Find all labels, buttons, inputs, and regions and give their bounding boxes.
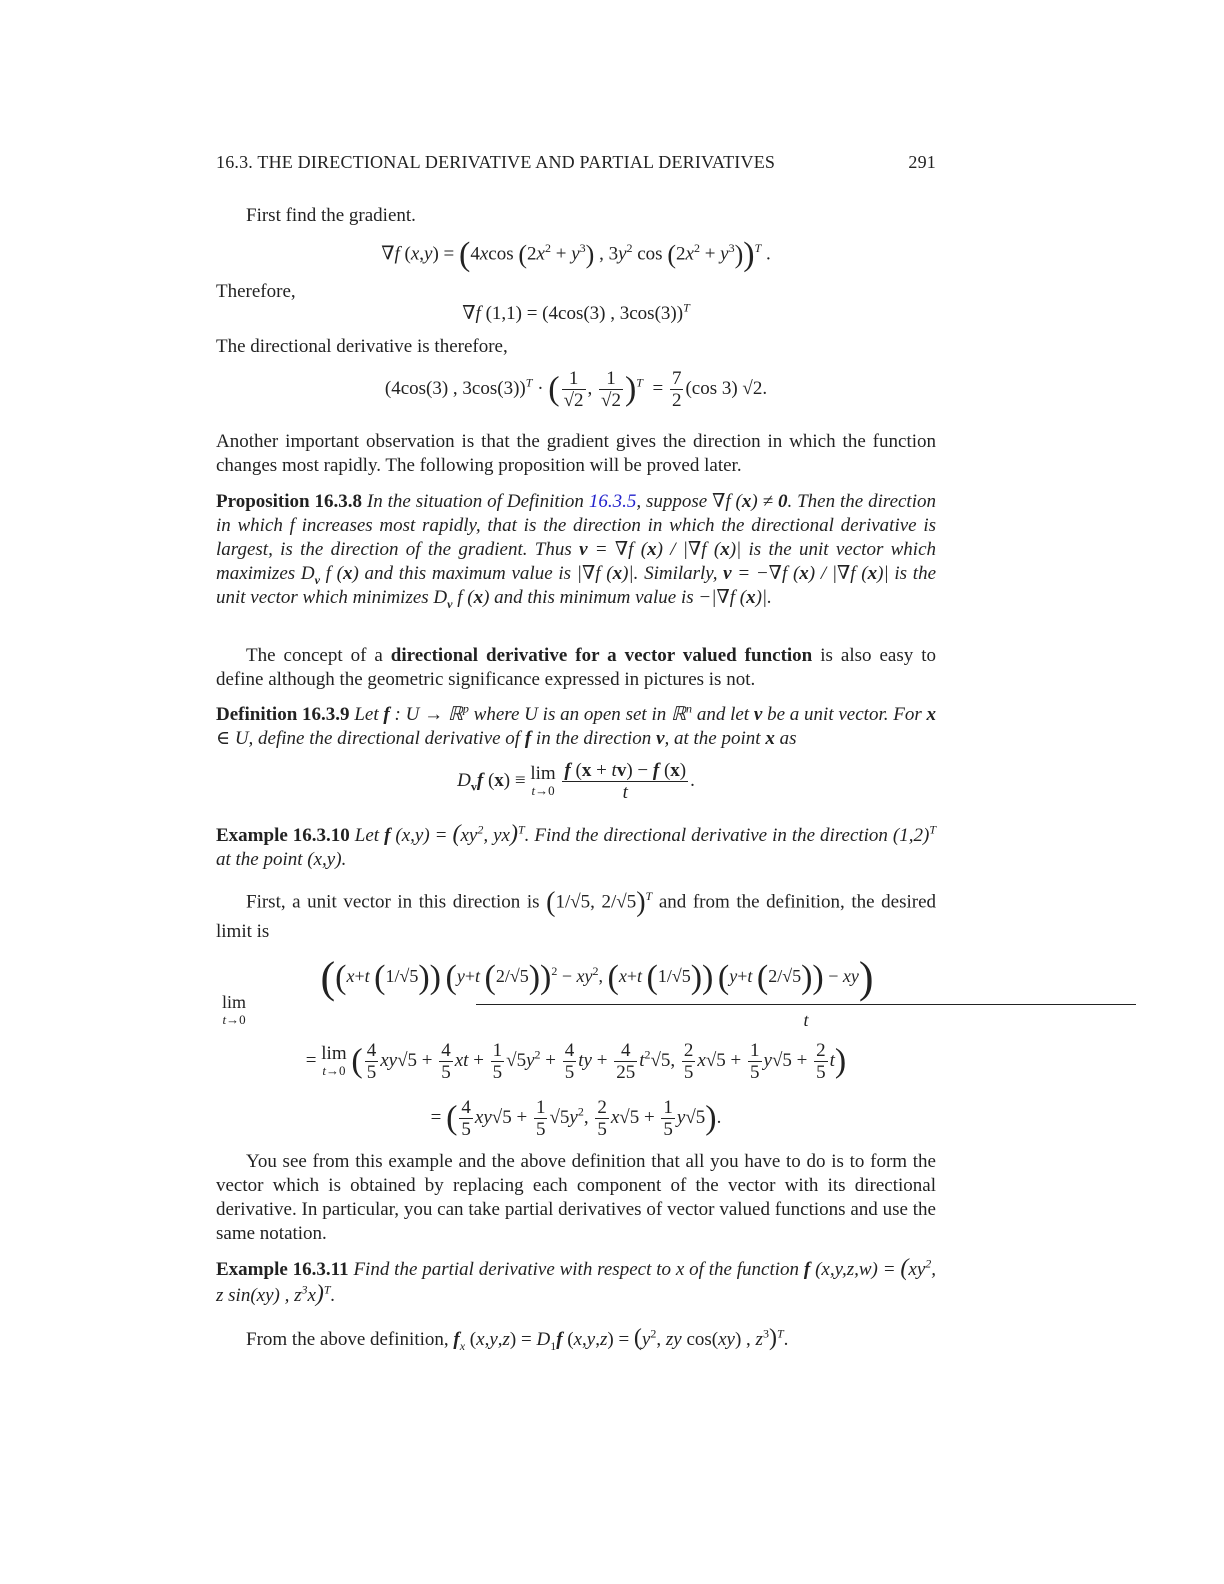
equation-limit-result: = ( $\frac{4}{5}$ xy√5 + $\frac{1}{5}$ $√5y^2$, $\frac{2}{5}$ x√5 + $\frac{1}{5}$ y√5). — [430, 1097, 722, 1140]
running-head — [216, 150, 936, 174]
text-run: The concept of a — [246, 645, 391, 666]
equation-gradient: ∇f (x,y) = (4xcos $(2x^2 + y^3)$ , $3y^2$ $\cos (2x^2 + y^3))^T$ . — [381, 236, 771, 273]
paragraph-unit-vector: First, a unit vector in this direction is (1/√5, 2/√5)$^T$ and from the definition, the desired limit is — [216, 887, 937, 942]
equation-gradient-at-point: ∇f (1,1) = (4cos(3) , 3cos(3))$^T$ — [462, 300, 690, 324]
text-run: and from the definition, the desired limit is — [216, 891, 937, 942]
example-label: Example 16.3.11 — [216, 1259, 349, 1280]
page: 16.3. THE DIRECTIONAL DERIVATIVE AND PARTIAL DERIVATIVES 291 First find the gradient. ∇f (x,y) = (4xcos $(2x^2 + y^3)$ , $3y^2$ $\cos (2x^2 + y^3))^T$ . Therefore, ∇f (1,1) = (4cos(3) , 3cos(3))$^T$ The directional derivative is therefore, (4cos(3) , 3cos(3))$^T$ · ( $\frac{1}{√2}$ , $\frac{1}{√2}$ )$^T$ = $\frac{7}{2}$ (cos 3) √2. Another important observation is that the gradient gives the direction in which the function changes most rapidly. The following proposition will be proved later. Proposition 16.3.8 In the situation of Definition 16.3.5, suppose ∇f (x) ≠ 0. Then the direction in which f increases most rapidly, that is the direction in which the directional derivative is largest, is the direction of the gradient. Thus v = ∇f (x) / |∇f (x)| is the unit vector which maximizes $D_v$ f (x) and this maximum value is |∇f (x)|. Similarly, v = −∇f (x) / |∇f (x)| is the unit vector which minimizes $D_v$ f (x) and this minimum value is −|∇f (x)|. The concept of a directional derivative for a vector valued function is also easy to define although the geometric significance expressed in pictures is not. Definition 16.3.9 Let f : U → ℝ$^p$ where U is an open set in ℝ$^n$ and let v be a unit vector. For x ∈ U, define the directional derivative of f in the direction v, at the point x as $D_vf$ (x) ≡ lim t→0 $\frac{f (x + tv) - f (x)}{t}$ . Example 16.3.10 Let f $(x,y) = (xy^2$, yx)$^T$. Find the directional derivative in the direction $(1,2)^T$ at the point (x,y). First, a unit vector in this direction is (1/√5, 2/√5)$^T$ and from the definition, the desired limit is lim t→0 ((x+t (1/√5)) (y+t $(2/√5))^2 - xy^2$, (x+t (1/√5)) (y+t (2/√5)) − xy) t = lim t→0 ( $\frac{4}{5}$ xy√5 + $\frac{4}{5}$ xt + $\frac{1}{5}$ $√5y^2$ + $\frac{4}{5}$ ty + $\frac{4}{25}$ $t^2√5$, $\frac{2}{5}$ x√5 + $\frac{1}{5}$ y√5 + $\frac{2}{5}$ t) = ( $\frac{4}{5}$ xy√5 + $\frac{1}{5}$ $√5y^2$, $\frac{2}{5}$ x√5 + $\frac{1}{5}$ y√5). You see from this example and the above definition that all you have to do is to form the vector which is obtained by replacing each component of the vector with its directional derivative. In particular, you can take partial derivatives of vector valued functions and use the same notation. Example 16.3.11 Find the partial derivative with respect to x of the function f $(x,y,z,w) = (xy^2$, z sin(xy) , $z^3x)^T$. From the above definition, $f_x$ $(x,y,z) = D_1f$ $(x,y,z) = (y^2$, zy cos(xy) , $z^3)^T$. — [0, 0, 1224, 1584]
definition-link[interactable]: 16.3.5 — [588, 491, 637, 512]
equation-directional-value: (4cos(3) , 3cos(3))$^T$ · ( $\frac{1}{√2}$ , $\frac{1}{√2}$ )$^T$ = $\frac{7}{2}$ (cos 3) √2. — [384, 368, 768, 411]
section-title: 16.3. THE DIRECTIONAL DERIVATIVE AND PARTIAL DERIVATIVES — [216, 152, 776, 172]
proposition-16-3-8: Proposition 16.3.8 In the situation of Definition 16.3.5, suppose ∇f (x) ≠ 0. Then the direction in which f increases most rapidly, that is the direction in which the directional derivative is largest, is the direction of the gradient. Thus v = ∇f (x) / |∇f (x)| is the unit vector which maximizes $D_v$ f (x) and this maximum value is |∇f (x)|. Similarly, v = −∇f (x) / |∇f (x)| is the unit vector which minimizes $D_v$ f (x) and this minimum value is −|∇f (x)|. — [216, 491, 937, 611]
page-number: 291 — [908, 152, 936, 172]
paragraph-observation: Another important observation is that the gradient gives the direction in which the function changes most rapidly. The following proposition will be proved later. — [216, 431, 936, 476]
example-16-3-11: Example 16.3.11 Find the partial derivative with respect to x of the function f $(x,y,z,w) = (xy^2$, z sin(xy) , $z^3x)^T$. — [216, 1255, 937, 1307]
paragraph-conclusion: You see from this example and the above definition that all you have to do is to form the vector which is obtained by replacing each component of the vector with its directional derivative. In particular, you can take partial derivatives of vector valued functions and use the same notation. — [216, 1151, 936, 1244]
example-16-3-10: Example 16.3.10 Let f $(x,y) = (xy^2$, yx)$^T$. Find the directional derivative in the direction $(1,2)^T$ at the point (x,y). — [216, 821, 937, 870]
paragraph-vector-valued — [216, 644, 936, 692]
text-run: is also easy to define although the geometric significance expressed in pictures is not. — [216, 645, 936, 690]
definition-label: Definition 16.3.9 — [216, 704, 350, 725]
paragraph-therefore: Therefore, — [216, 281, 296, 302]
paragraph-partial-derivative: From the above definition, $f_x$ $(x,y,z) = D_1f$ $(x,y,z) = (y^2$, zy cos(xy) , $z^3)^T$. — [246, 1325, 789, 1353]
definition-16-3-9: Definition 16.3.9 Let f : U → ℝ$^p$ where U is an open set in ℝ$^n$ and let v be a unit vector. For x ∈ U, define the directional derivative of f in the direction v, at the point x as — [216, 701, 937, 749]
paragraph-gradient-intro: First find the gradient. — [246, 205, 416, 226]
equation-limit-expanded: = lim t→0 ( $\frac{4}{5}$ xy√5 + $\frac{4}{5}$ xt + $\frac{1}{5}$ $√5y^2$ + $\frac{4}{5}$ ty + $\frac{4}{25}$ $t^2√5$, $\frac{2}{5}$ x√5 + $\frac{1}{5}$ y√5 + $\frac{2}{5}$ t) — [305, 1040, 847, 1083]
text-run: First, a unit vector in this direction is — [246, 891, 540, 913]
paragraph-directional-derivative: The directional derivative is therefore, — [216, 336, 508, 357]
proposition-label: Proposition 16.3.8 — [216, 491, 363, 512]
bold-term: directional derivative for a vector valued function — [390, 645, 813, 666]
text-run: From the above definition, — [246, 1329, 449, 1350]
equation-definition: $D_vf$ (x) ≡ lim t→0 $\frac{f (x + tv) - f (x)}{t}$ . — [457, 760, 695, 803]
example-label: Example 16.3.10 — [216, 825, 350, 846]
